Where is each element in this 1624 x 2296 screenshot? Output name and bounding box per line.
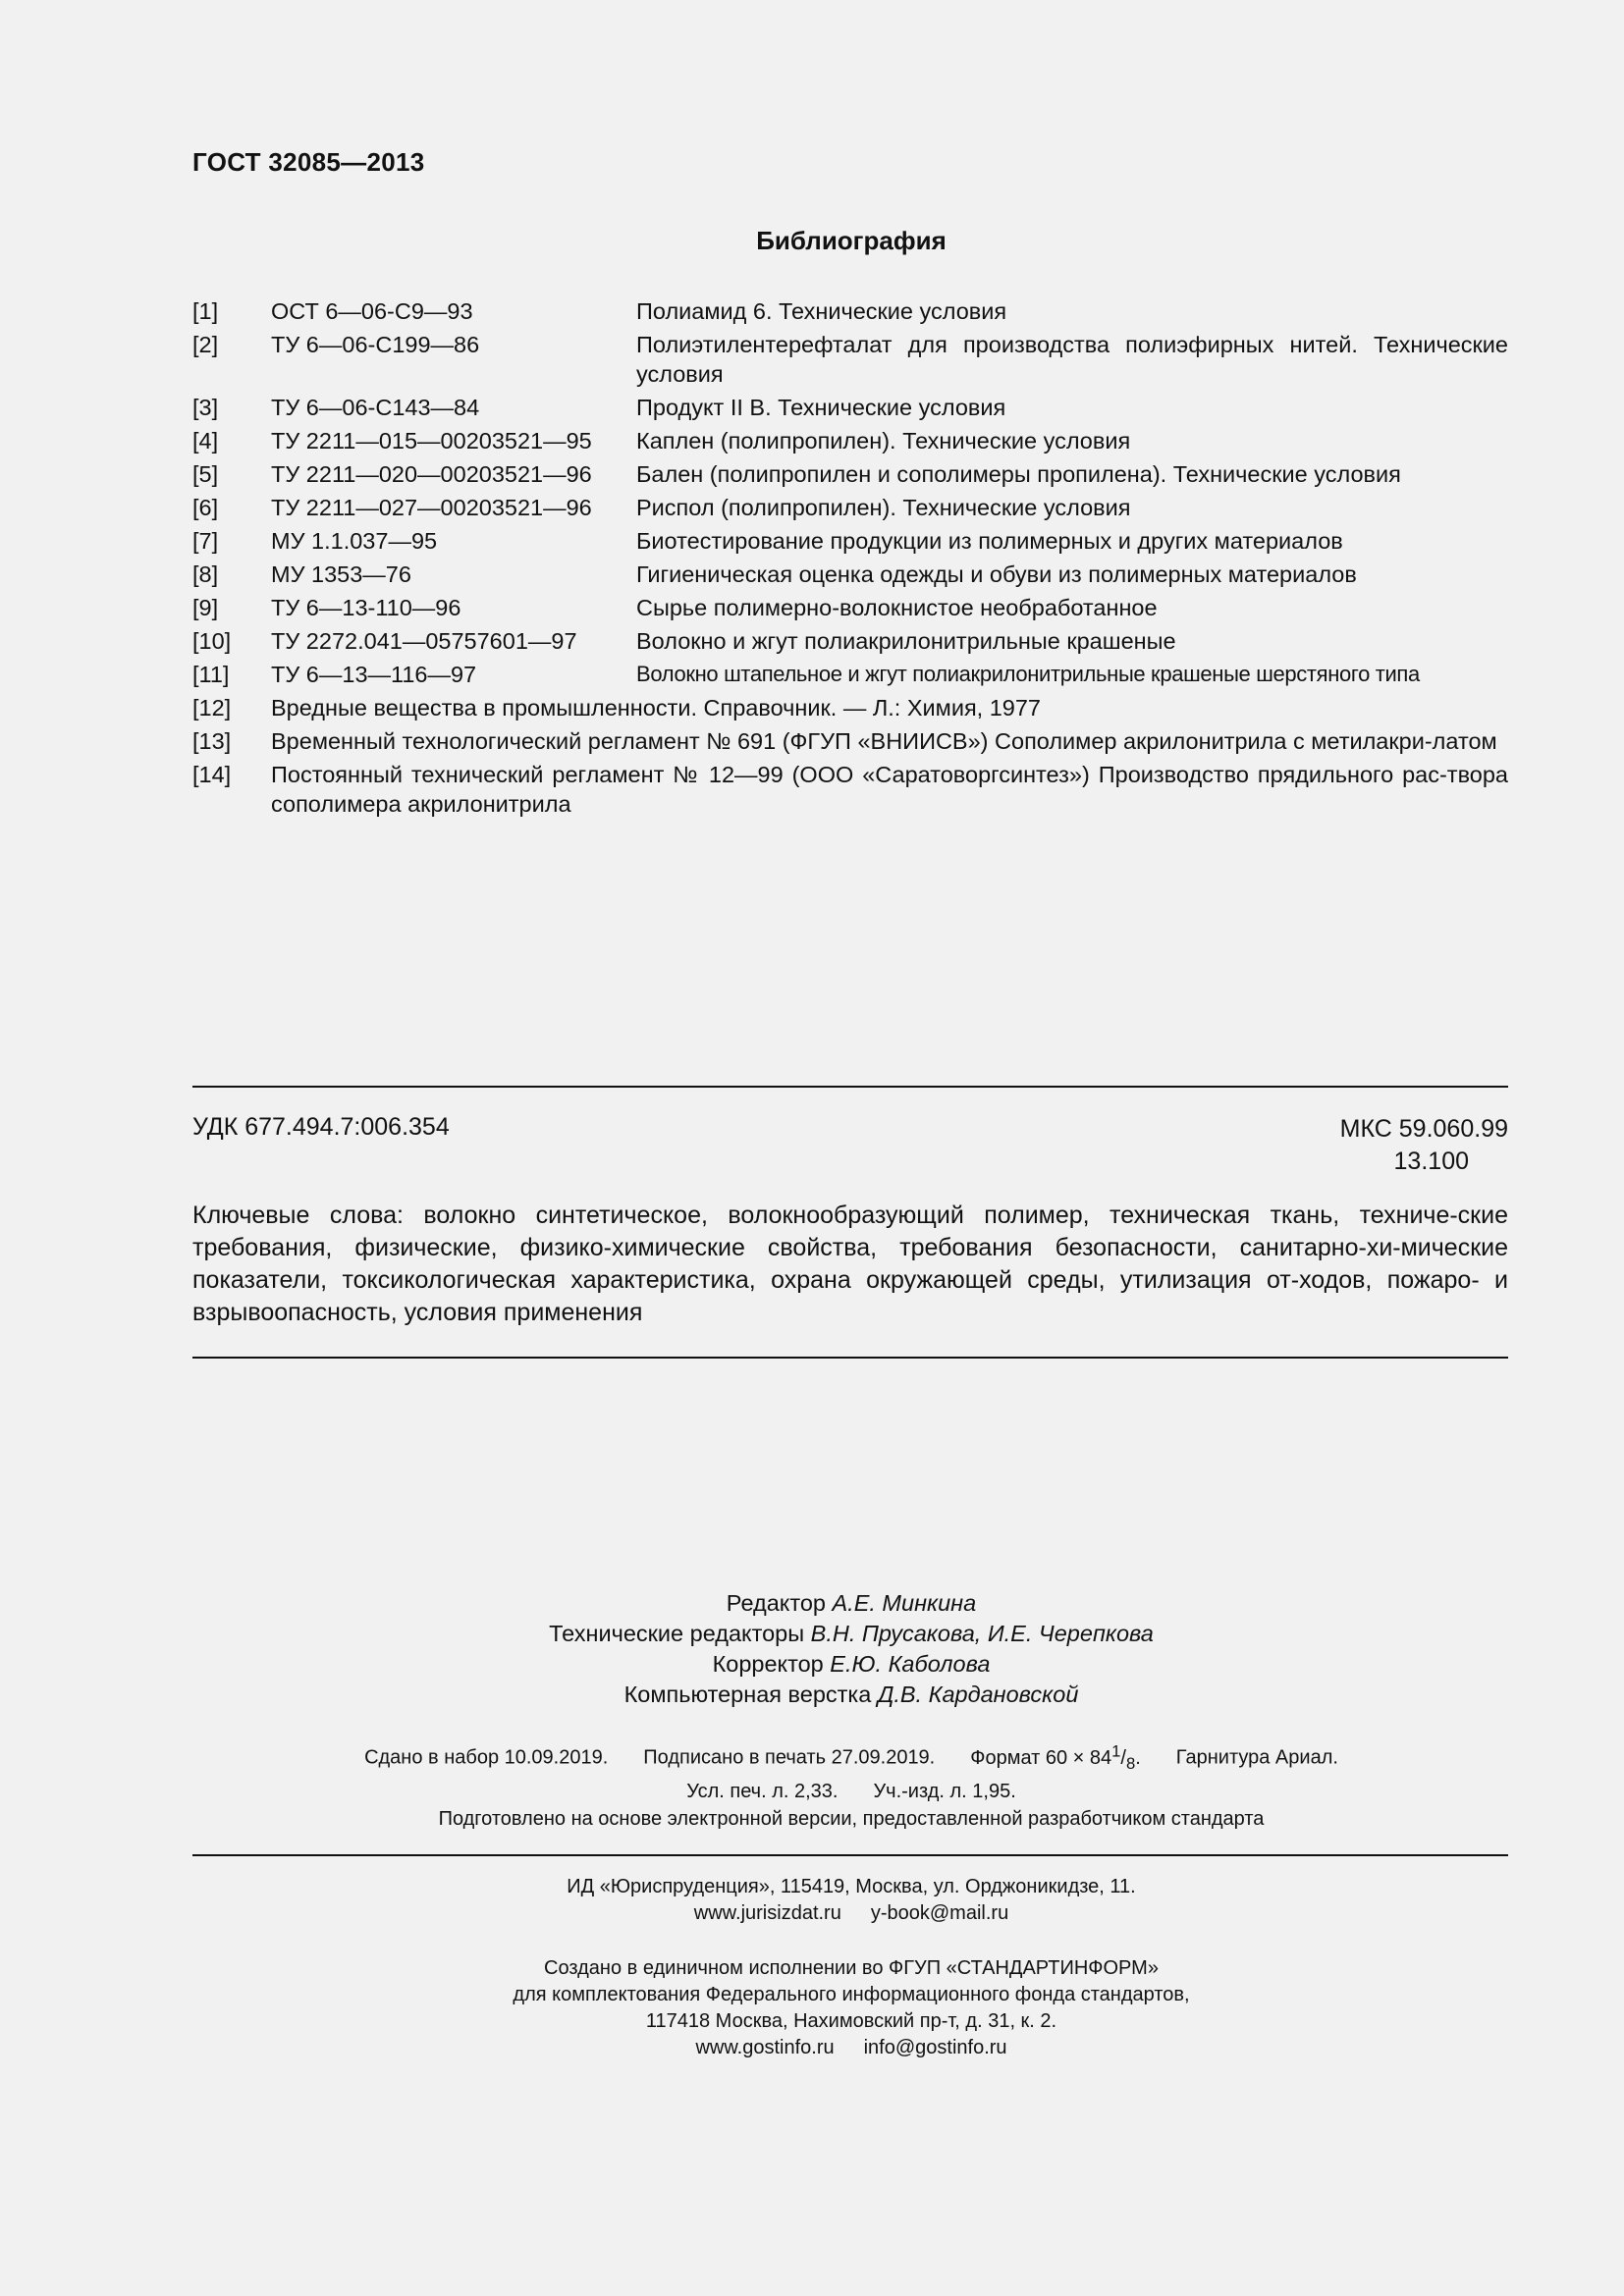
bibliography-entry <box>192 693 1508 722</box>
entry-number: [11] <box>192 662 230 687</box>
entry-number: [8] <box>192 561 219 587</box>
credit-editor: Редактор А.Е. Минкина <box>726 1590 977 1616</box>
entry-number: [4] <box>192 428 219 454</box>
created-line-3: 117418 Москва, Нахимовский пр-т, д. 31, к. 2. <box>645 2010 1057 2032</box>
entry-code: ТУ 2211—027—00203521—96 <box>271 495 592 520</box>
entry-number: [3] <box>192 395 219 420</box>
publisher-address: ИД «Юриспруденция», 115419, Москва, ул. Орджоникидзе, 11. <box>567 1876 1136 1897</box>
entry-code: ТУ 6—13—116—97 <box>271 662 477 687</box>
entry-description: Полиамид 6. Технические условия <box>636 298 1007 324</box>
mks-code <box>1340 1113 1508 1178</box>
publisher-site-link[interactable]: www.jurisizdat.ru <box>693 1902 841 1924</box>
entry-number: [12] <box>192 695 232 721</box>
credit-corrector: Корректор Е.Ю. Каболова <box>712 1651 991 1677</box>
print-info-line-1: Сдано в набор 10.09.2019. Подписано в печать 27.09.2019. Формат $60 \times 84^1/_8$. Гарнитура Ариал. <box>364 1741 1338 1773</box>
bibliography-entry <box>192 626 1508 656</box>
bibliography-entry <box>192 760 1508 819</box>
entry-code: ТУ 2211—015—00203521—95 <box>271 428 592 454</box>
credits-block <box>0 1588 1624 1710</box>
entry-code: МУ 1353—76 <box>271 561 411 587</box>
entry-description: Волокно и жгут полиакрилонитрильные крашеные <box>636 628 1176 654</box>
entry-description: Вредные вещества в промышленности. Справочник. — Л.: Химия, 1977 <box>271 695 1042 721</box>
entry-description: Постоянный технический регламент № 12—99 (ООО «Саратоворгсинтез») Производство прядильного рас-твора сополимера акрилонитрила <box>271 762 1508 817</box>
bibliography-entry <box>192 426 1508 455</box>
bibliography-entry <box>192 560 1508 589</box>
entry-number: [10] <box>192 628 232 654</box>
udk-code: УДК 677.494.7:006.354 <box>192 1113 450 1141</box>
bibliography-entry <box>192 393 1508 422</box>
entry-description: Бален (полипропилен и сополимеры пропилена). Технические условия <box>636 461 1401 487</box>
entry-number: [5] <box>192 461 219 487</box>
divider-top <box>192 1086 1508 1088</box>
keywords: Ключевые слова: волокно синтетическое, волокнообразующий полимер, техническая ткань, техниче-ские требования, физические, физико-химические свойства, требования безопасности, санитарно-хи-мические показатели, токсикологическая характеристика, охрана окружающей среды, утилизация от-ходов, пожаро- и взрывоопасность, условия применения <box>192 1201 1508 1326</box>
publisher-block <box>0 1874 1624 1927</box>
divider-keywords <box>192 1357 1508 1359</box>
created-contacts <box>0 2035 1624 2061</box>
entry-number: [2] <box>192 332 219 357</box>
document-code: ГОСТ 32085—2013 <box>192 147 425 177</box>
bibliography-entry <box>192 526 1508 556</box>
credit-tech-editors: Технические редакторы В.Н. Прусакова, И.Е. Черепкова <box>549 1621 1154 1646</box>
divider-bottom <box>192 1854 1508 1856</box>
bibliography-list <box>192 296 1508 823</box>
print-info <box>0 1737 1624 1805</box>
created-block <box>0 1955 1624 2061</box>
entry-description: Каплен (полипропилен). Технические условия <box>636 428 1131 454</box>
entry-description: Полиэтилентерефталат для производства полиэфирных нитей. Технические условия <box>636 332 1508 387</box>
print-info-line-2: Усл. печ. л. 2,33. Уч.-изд. л. 1,95. <box>686 1780 1016 1802</box>
created-line-2: для комплектования Федерального информационного фонда стандартов, <box>513 1984 1190 2005</box>
entry-code: ОСТ 6—06-С9—93 <box>271 298 473 324</box>
entry-code: ТУ 2272.041—05757601—97 <box>271 628 577 654</box>
entry-description: Продукт II В. Технические условия <box>636 395 1006 420</box>
print-format: Формат $60 \times 84^1/_8$. <box>970 1741 1141 1773</box>
entry-description: Гигиеническая оценка одежды и обуви из полимерных материалов <box>636 561 1357 587</box>
publisher-contacts <box>0 1900 1624 1927</box>
entry-description: Сырье полимерно-волокнистое необработанное <box>636 595 1158 620</box>
publisher-email-link[interactable]: y-book@mail.ru <box>870 1902 1009 1924</box>
entry-number: [13] <box>192 728 232 754</box>
entry-number: [14] <box>192 762 232 787</box>
bibliography-entry <box>192 296 1508 326</box>
bibliography-entry <box>192 459 1508 489</box>
gostinfo-site-link[interactable]: www.gostinfo.ru <box>695 2037 835 2058</box>
bibliography-entry <box>192 493 1508 522</box>
entry-code: ТУ 6—06-С143—84 <box>271 395 480 420</box>
bibliography-title: Библиография <box>756 226 947 255</box>
mks-line-2: 13.100 <box>1393 1148 1469 1175</box>
mks-line-1: МКС 59.060.99 <box>1339 1115 1508 1143</box>
entry-number: [1] <box>192 298 219 324</box>
entry-description: Риспол (полипропилен). Технические условия <box>636 495 1131 520</box>
gostinfo-email-link[interactable]: info@gostinfo.ru <box>863 2037 1007 2058</box>
entry-description: Волокно штапельное и жгут полиакрилонитрильные крашеные шерстяного типа <box>636 662 1420 686</box>
bibliography-entry <box>192 726 1508 756</box>
entry-description: Биотестирование продукции из полимерных и других материалов <box>636 528 1343 554</box>
credit-layout: Компьютерная верстка Д.В. Кардановской <box>623 1682 1079 1707</box>
entry-description: Временный технологический регламент № 691 (ФГУП «ВНИИСВ») Сополимер акрилонитрила с метилакри-латом <box>271 728 1497 754</box>
entry-number: [6] <box>192 495 219 520</box>
entry-number: [9] <box>192 595 219 620</box>
prepared-note: Подготовлено на основе электронной версии, предоставленной разработчиком стандарта <box>438 1808 1265 1830</box>
entry-code: ТУ 6—06-С199—86 <box>271 332 480 357</box>
bibliography-entry <box>192 593 1508 622</box>
entry-code: ТУ 6—13-110—96 <box>271 595 461 620</box>
entry-code: ТУ 2211—020—00203521—96 <box>271 461 592 487</box>
entry-code: МУ 1.1.037—95 <box>271 528 438 554</box>
created-line-1: Создано в единичном исполнении во ФГУП «СТАНДАРТИНФОРМ» <box>544 1957 1159 1979</box>
entry-number: [7] <box>192 528 219 554</box>
bibliography-entry <box>192 330 1508 389</box>
bibliography-entry <box>192 660 1508 689</box>
